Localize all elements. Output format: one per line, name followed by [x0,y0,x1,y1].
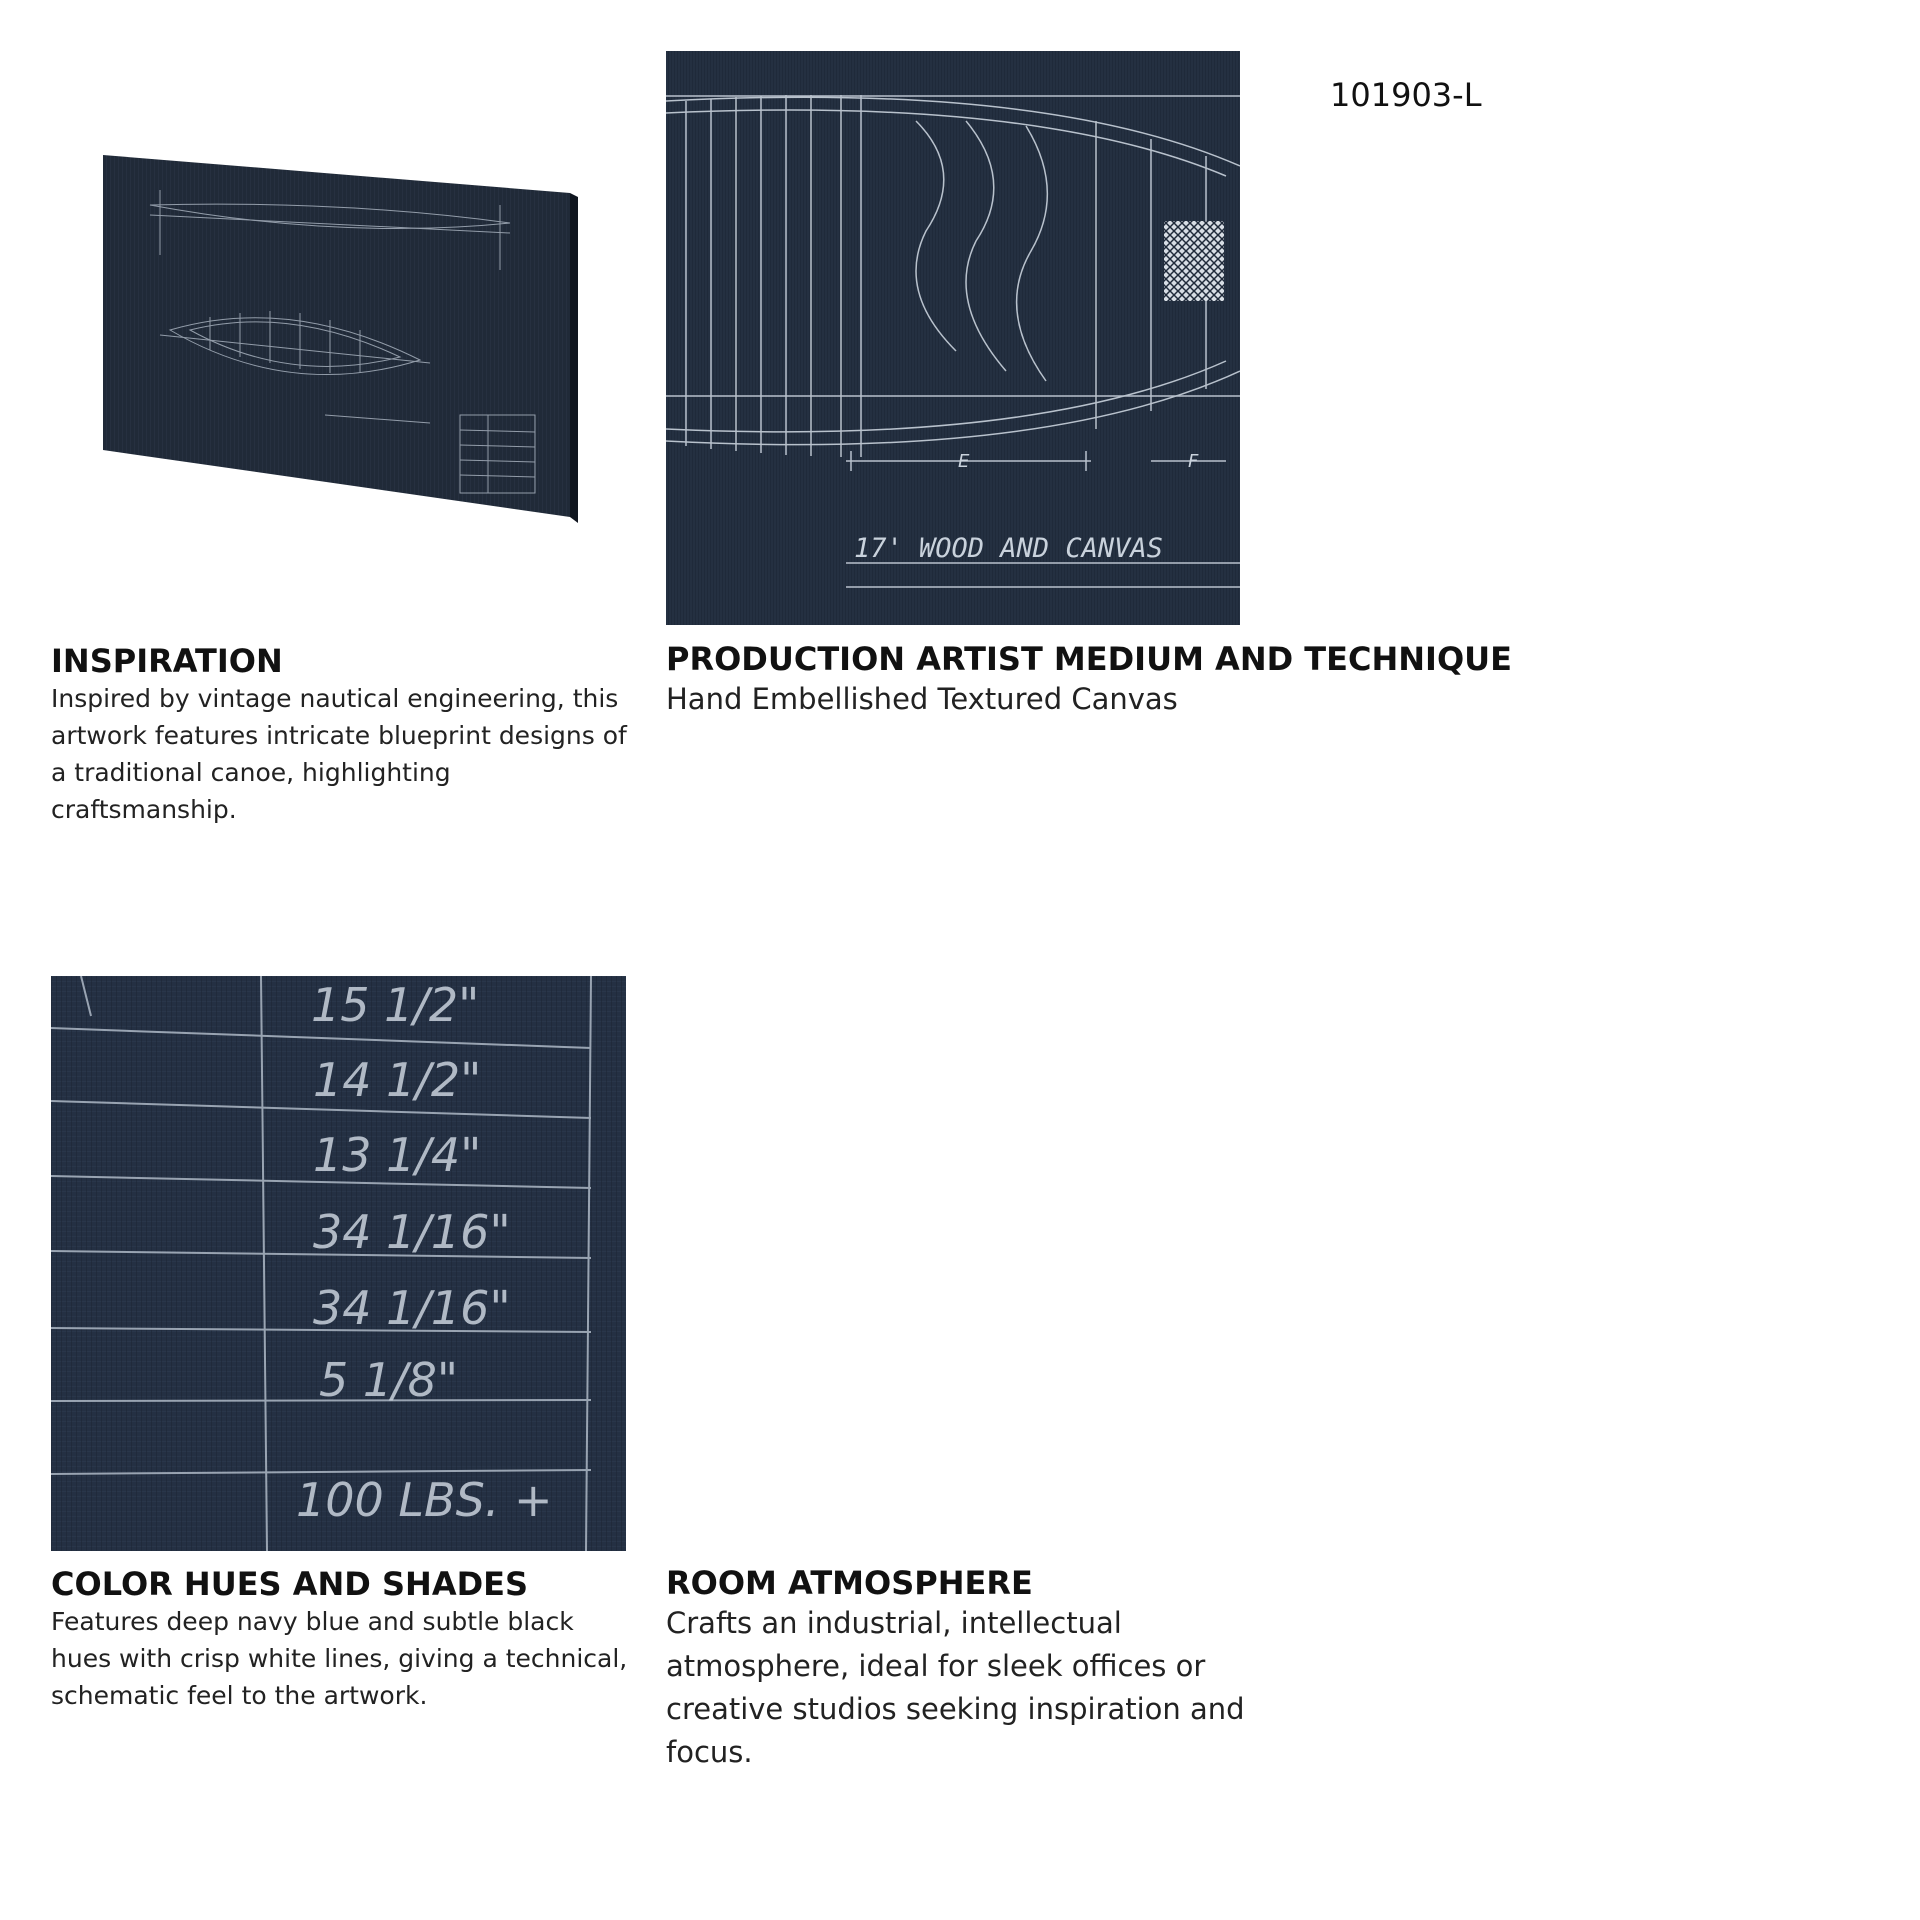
table-row-3: 13 1/4" [313,1128,482,1182]
production-heading: PRODUCTION ARTIST MEDIUM AND TECHNIQUE [666,640,1512,678]
table-row-2: 14 1/2" [313,1053,482,1107]
table-row-6: 5 1/8" [319,1353,459,1407]
table-row-7: 100 LBS. + [296,1473,553,1527]
inspiration-body: Inspired by vintage nautical engineering, this artwork features intricate blueprint designs of a traditional canoe, highlighting craftsmanship. [51,684,627,824]
color-body: Features deep navy blue and subtle black hues with crisp white lines, giving a technical, schematic feel to the artwork. [51,1607,628,1710]
product-sku: 101903-L [1330,76,1482,114]
blueprint-detail-image [666,51,1240,625]
table-detail-image [51,976,626,1551]
blueprint-annotation-e: E [958,451,970,472]
room-body: Crafts an industrial, intellectual atmosphere, ideal for sleek offices or creative studios seeking inspiration and focus. [666,1606,1245,1769]
color-heading: COLOR HUES AND SHADES [51,1565,529,1603]
blueprint-annotation-f: F [1188,451,1199,472]
table-row-1: 15 1/2" [311,978,480,1032]
inspiration-heading: INSPIRATION [51,642,283,680]
production-body: Hand Embellished Textured Canvas [666,682,1178,716]
blueprint-plate-text: 17' WOOD AND CANVAS [854,533,1163,564]
table-row-4: 34 1/16" [313,1205,511,1259]
table-row-5: 34 1/16" [313,1281,511,1335]
product-canvas-image [90,145,580,530]
room-heading: ROOM ATMOSPHERE [666,1564,1033,1602]
